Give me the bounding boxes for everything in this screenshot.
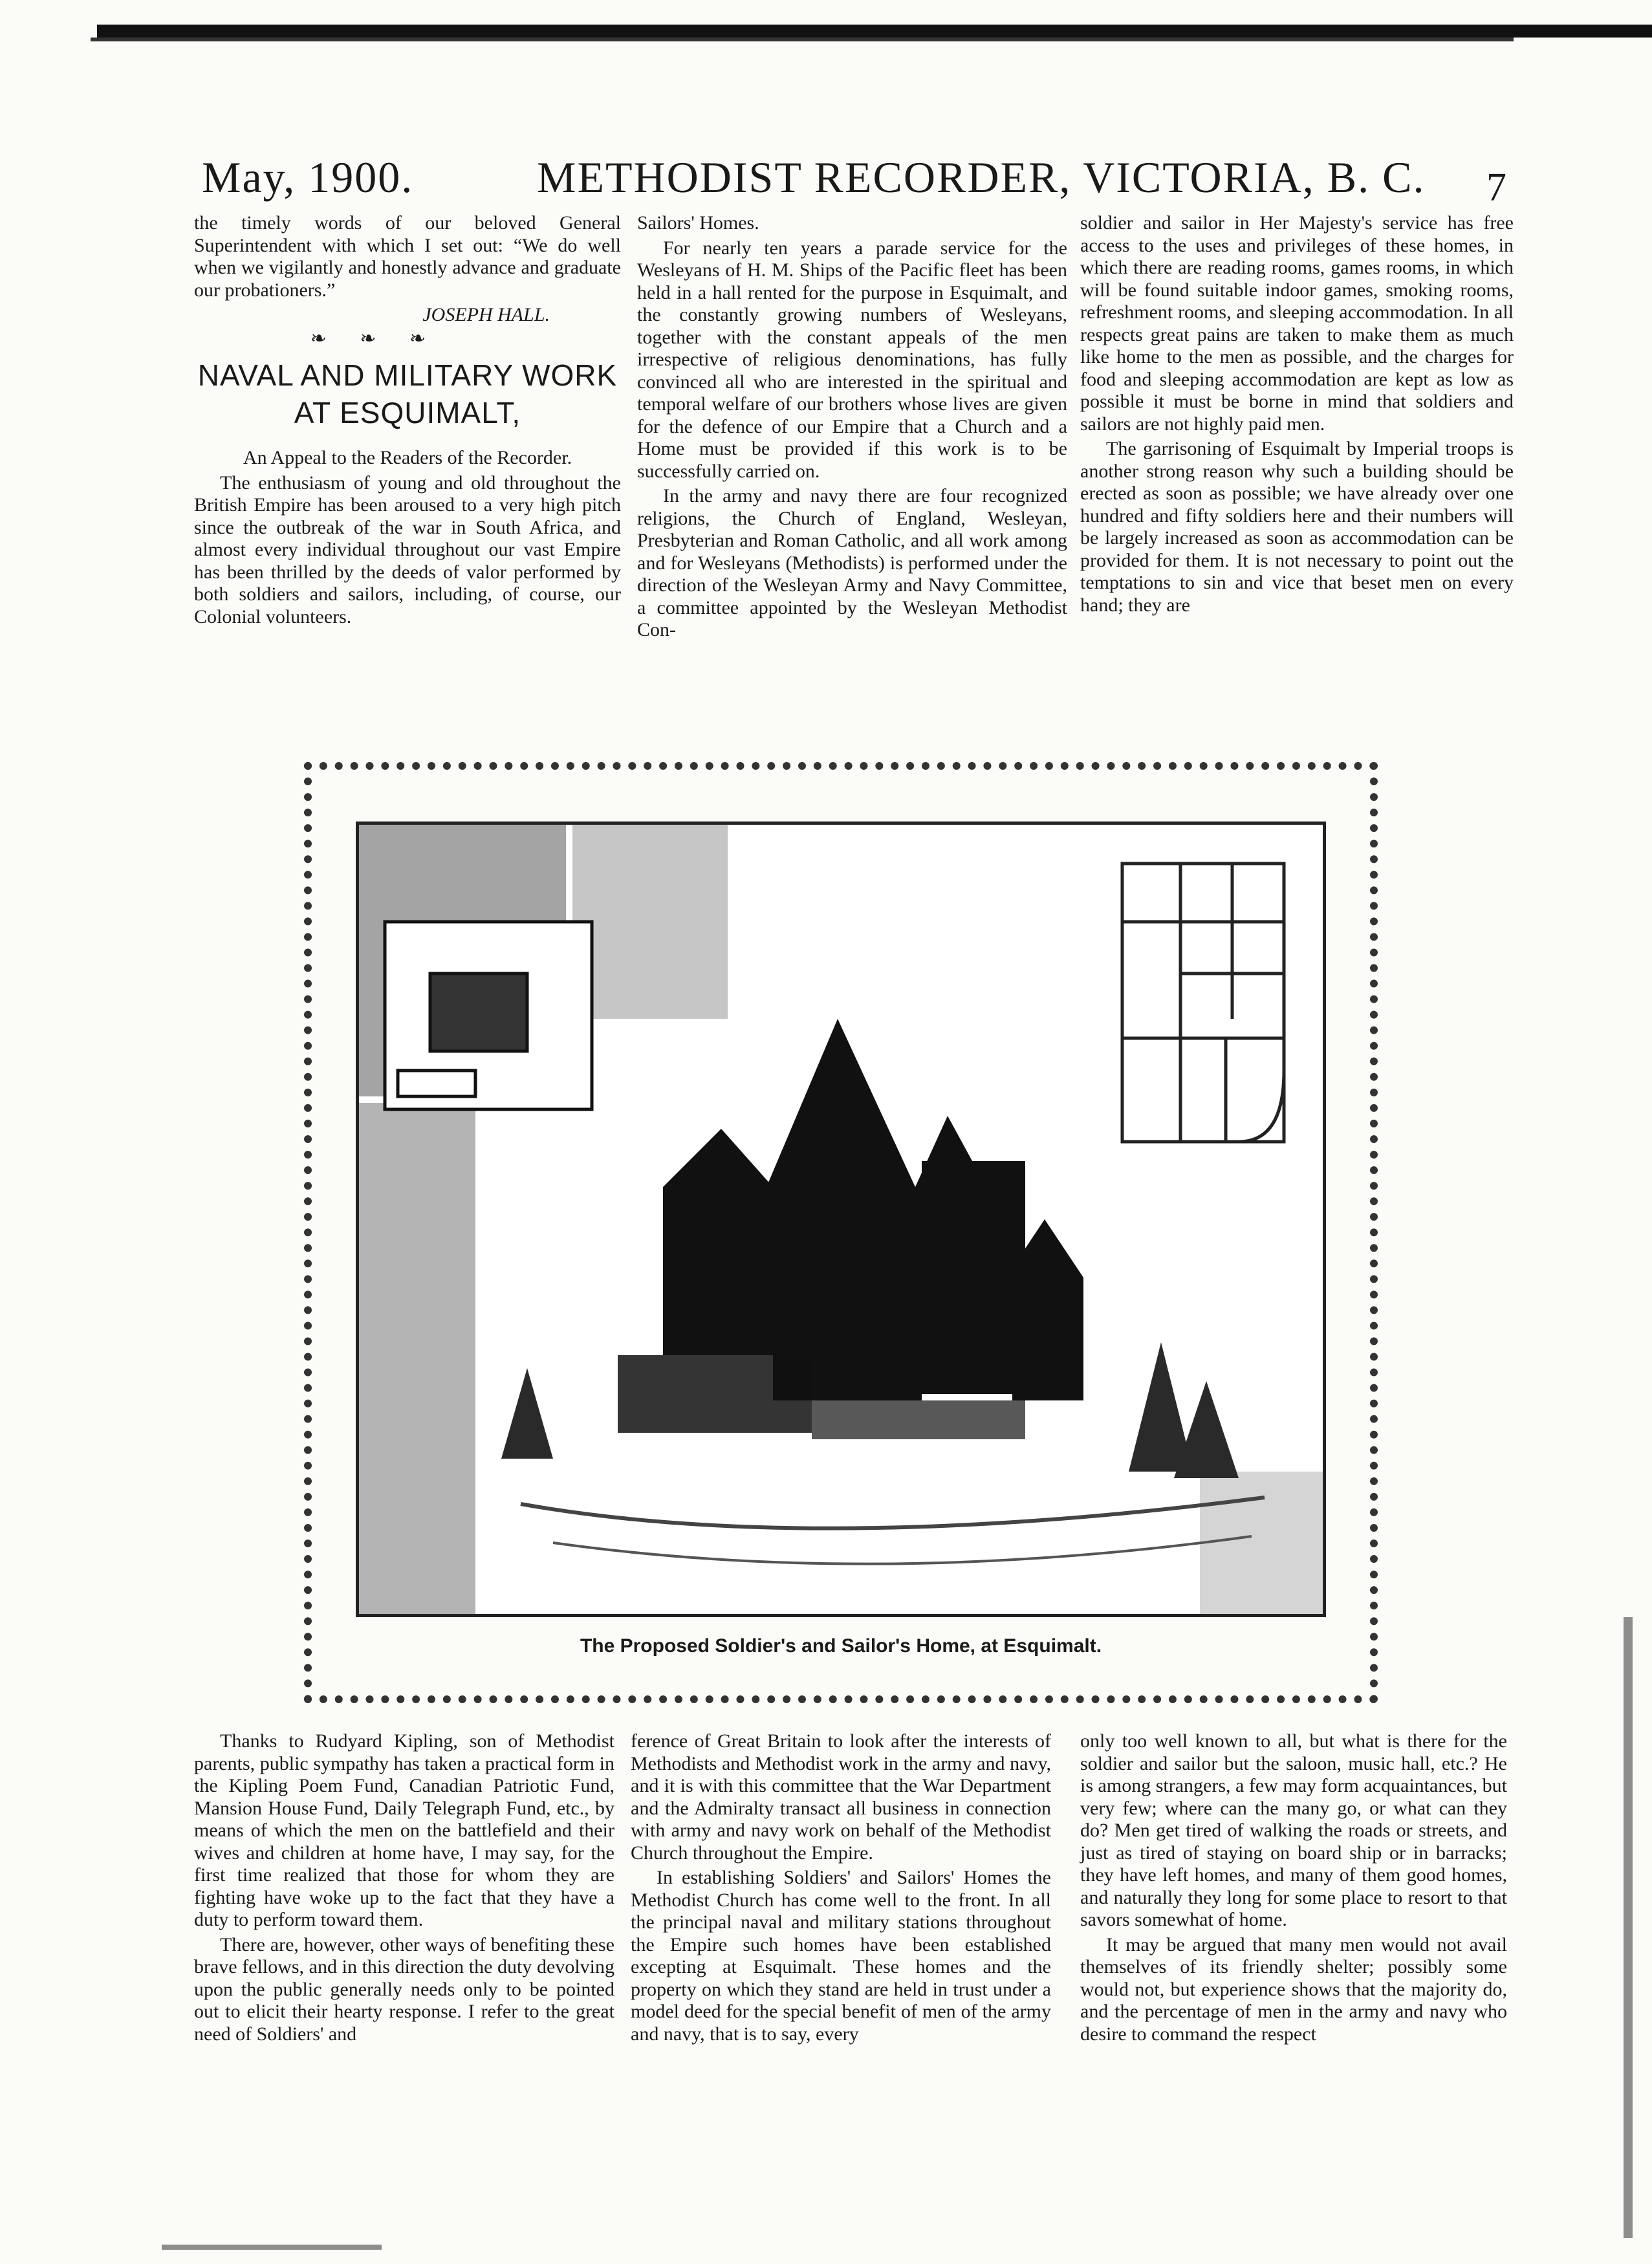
body-paragraph: There are, however, other ways of benefiting these brave fellows, and in this direction the duty devolving upon the public generally needs only to be pointed out to elicit their hearty response. I refer to the great need of Soldiers' and	[194, 1933, 614, 2045]
body-paragraph: For nearly ten years a parade service for the Wesleyans of H. M. Ships of the Pacific fleet has been held in a hall rented for the purpose in Esquimalt, and the constantly growing numbers of Wesleyans, together with the constant appeals of the men irrespective of religious denominations, has fully convinced all who are interested in the spiritual and temporal welfare of our brothers whose lives are given for the defence of our Empire that a Church and a Home must be provided if this work is to be successfully carried on.	[637, 237, 1067, 482]
body-paragraph: soldier and sailor in Her Majesty's service has free access to the uses and privileges of these homes, in which there are reading rooms, games rooms, in which will be found suitable indoor games, smoking rooms, refreshment rooms, and sleeping accommodation. In all respects great pains are taken to make them as much like home to the men as possible, and the charges for food and sleeping accommodation are kept as low as possible it must be borne in mind that soldiers and sailors are not highly paid men.	[1080, 212, 1514, 435]
body-paragraph: Sailors' Homes.	[637, 212, 759, 234]
margin-print-smudge	[1624, 1617, 1633, 2238]
body-paragraph: only too well known to all, but what is there for the soldier and sailor but the saloon, music hall, etc.? He is among strangers, a few may form acquaintances, but very few; where can the many go, or what can they do? Men get tired of walking the roads or streets, and just as tired of staying on board ship or in barracks; they have left homes, and many of them good homes, and naturally they long for some place to resort to that savors somewhat of home.	[1080, 1730, 1507, 1930]
house-drawing	[618, 1019, 1083, 1439]
body-paragraph: It may be argued that many men would not avail themselves of its friendly shelter; possibly some would not, but experience shows that the majority do, and the percentage of men in the army and navy who desire to command the respect	[1080, 1933, 1507, 2045]
body-paragraph: In establishing Soldiers' and Sailors' Homes the Methodist Church has come well to the front. In all the principal naval and military stations throughout the Empire such homes have been established excepting at Esquimalt. These homes and the property on which they stand are held in trust under a model deed for the special benefit of men of the army and navy, that is to say, every	[631, 1867, 1051, 2045]
top-column-1	[194, 212, 621, 631]
intro-paragraph: the timely words of our beloved General Superintendent with which I set out: “We do well when we vigilantly and honestly advance and graduate our probationers.”	[194, 212, 621, 301]
body-paragraph: In the army and navy there are four recognized religions, the Church of England, Wesleyan, Presbyterian and Roman Catholic, and all work among and for Wesleyans (Methodists) is performed under the direction of the Wesleyan Army and Navy Committee, a committee appointed by the Wesleyan Methodist Con-	[637, 485, 1067, 640]
publication-title: METHODIST RECORDER, VICTORIA, B. C.	[537, 153, 1426, 202]
floor-plan-inset	[1122, 864, 1284, 1142]
article-subheading: An Appeal to the Readers of the Recorder.	[243, 447, 572, 468]
bottom-print-smudge	[162, 2245, 382, 2250]
ground-path	[521, 1497, 1265, 1529]
body-paragraph: The garrisoning of Esquimalt by Imperial troops is another strong reason why such a building should be erected as soon as possible; we have already over one hundred and fifty soldiers here and their numbers will be largely increased as soon as accommodation can be provided for them. It is not necessary to point out the temptations to sin and vice that beset men on every hand; they are	[1080, 438, 1514, 616]
top-column-2	[637, 212, 1067, 644]
top-column-3	[1080, 212, 1514, 619]
bottom-column-2	[631, 1730, 1051, 2048]
top-edge-bar-shadow	[91, 38, 1514, 41]
ornament-divider: ❧ ❧ ❧	[310, 327, 440, 349]
page-number: 7	[1486, 166, 1508, 210]
bottom-column-1	[194, 1730, 614, 2048]
figure-caption: The Proposed Soldier's and Sailor's Home, at Esquimalt.	[580, 1635, 1102, 1657]
top-edge-bar	[97, 25, 1652, 38]
body-paragraph: Thanks to Rudyard Kipling, son of Methodist parents, public sympathy has taken a practical form in the Kipling Poem Fund, Canadian Patriotic Fund, Mansion House Fund, Daily Telegraph Fund, etc., by means of which the men on the battlefield and their wives and children at home have, I may say, for the first time realized that those for whom they are fighting have woke up to the fact that they have a duty to perform toward them.	[194, 1730, 614, 1930]
site-plan-inset	[385, 922, 592, 1109]
building-illustration	[356, 822, 1326, 1617]
bottom-column-3	[1080, 1730, 1507, 2048]
body-paragraph: ference of Great Britain to look after the interests of Methodists and Methodist work in the army and navy, and it is with this committee that the War Department and the Admiralty transact all business in connection with army and navy work on behalf of the Methodist Church throughout the Empire.	[631, 1730, 1051, 1864]
body-paragraph: The enthusiasm of young and old throughout the British Empire has been aroused to a very high pitch since the outbreak of the war in South Africa, and almost every individual throughout our vast Empire has been thrilled by the deeds of valor performed by both soldiers and sailors, including, of course, our Colonial volunteers.	[194, 472, 621, 627]
author-signature: JOSEPH HALL.	[422, 304, 550, 325]
issue-date: May, 1900.	[202, 153, 414, 202]
article-headline: NAVAL AND MILITARY WORK AT ESQUIMALT,	[197, 358, 618, 430]
